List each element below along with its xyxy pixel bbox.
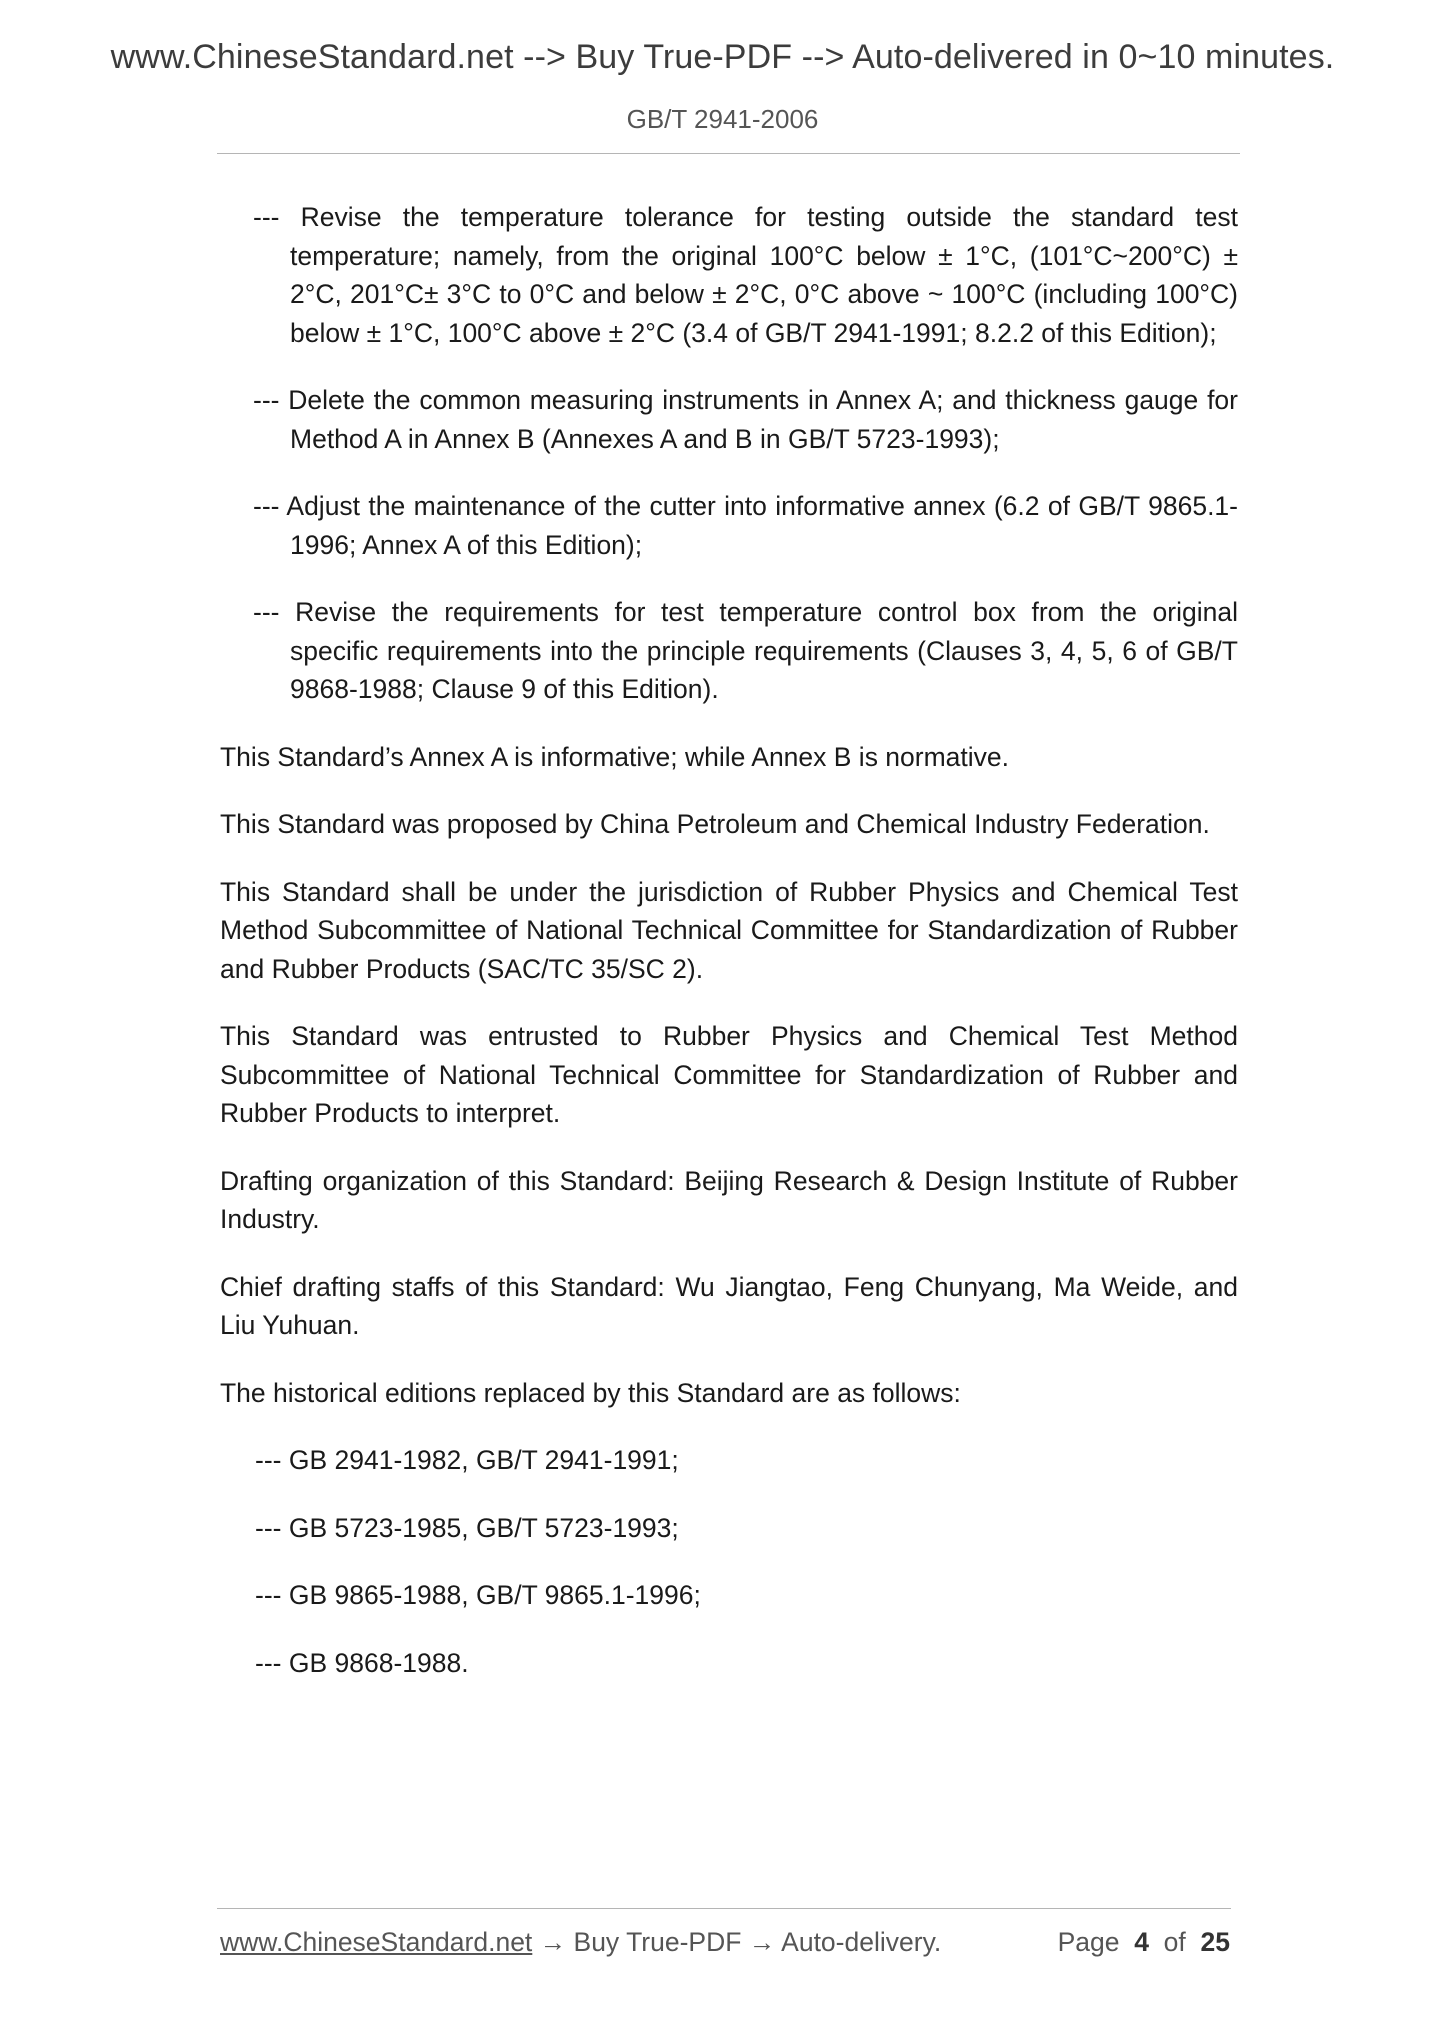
page-footer [220, 1927, 1230, 1963]
annex-note: This Standard’s Annex A is informative; while Annex B is normative. [220, 741, 1010, 772]
footer-divider [217, 1908, 1231, 1909]
page-number: 4 [1134, 1927, 1149, 1957]
history-item: --- GB 2941-1982, GB/T 2941-1991; [255, 1445, 679, 1475]
drafting-organization: Drafting organization of this Standard: Beijing Research & Design Institute of Rubber Industry. [220, 1165, 1238, 1234]
change-item-temperature-tolerance: --- Revise the temperature tolerance for testing outside the standard test temperature; namely, from the original 100°C below ± 1°C, (101°C~200°C) ± 2°C, 201°C± 3°C to 0°C and below ± 2°C, 0°C above ~ 100°C (including 100°C) below ± 1°C, 100°C above ± 2°C (3.4 of GB/T 2941-1991; 8.2.2 of this Edition); [253, 202, 1238, 348]
of-label: of [1163, 1927, 1186, 1957]
standard-code: GB/T 2941-2006 [626, 104, 819, 134]
history-item: --- GB 5723-1985, GB/T 5723-1993; [255, 1512, 679, 1543]
page-indicator [1058, 1927, 1230, 1958]
total-pages: 25 [1200, 1927, 1230, 1957]
interpretation: This Standard was entrusted to Rubber Physics and Chemical Test Method Subcommittee of National Technical Committee for Standardization of Rubber and Rubber Products to interpret. [220, 1021, 1238, 1128]
top-banner: www.ChineseStandard.net --> Buy True-PDF --> Auto-delivered in 0~10 minutes. [110, 38, 1335, 76]
history-item: --- GB 9865-1988, GB/T 9865.1-1996; [255, 1580, 701, 1610]
footer-promo-text: → Buy True-PDF → Auto-delivery. [532, 1927, 942, 1957]
drafting-staff: Chief drafting staffs of this Standard: Wu Jiangtao, Feng Chunyang, Ma Weide, and Liu Yuhuan. [220, 1271, 1238, 1340]
footer-site-link[interactable]: www.ChineseStandard.net [220, 1927, 533, 1957]
jurisdiction: This Standard shall be under the jurisdiction of Rubber Physics and Chemical Test Method Subcommittee of National Technical Committee for Standardization of Rubber and Rubber Products (SAC/TC 35/SC 2). [220, 876, 1238, 984]
change-item-control-box: --- Revise the requirements for test temperature control box from the original specific requirements into the principle requirements (Clauses 3, 4, 5, 6 of GB/T 9868-1988; Clause 9 of this Edition). [253, 597, 1238, 704]
page-label: Page [1057, 1927, 1120, 1957]
change-item-delete-instruments: --- Delete the common measuring instruments in Annex A; and thickness gauge for Method A in Annex B (Annexes A and B in GB/T 5723-1993); [253, 385, 1238, 454]
footer-promo [220, 1927, 941, 1958]
document-body [220, 198, 1238, 1711]
change-item-cutter-maintenance: --- Adjust the maintenance of the cutter into informative annex (6.2 of GB/T 9865.1-1996; Annex A of this Edition); [253, 491, 1238, 560]
header-divider [217, 153, 1240, 154]
history-intro: The historical editions replaced by this Standard are as follows: [220, 1377, 961, 1408]
proposed-by: This Standard was proposed by China Petroleum and Chemical Industry Federation. [220, 809, 1210, 839]
history-item: --- GB 9868-1988. [255, 1647, 469, 1678]
